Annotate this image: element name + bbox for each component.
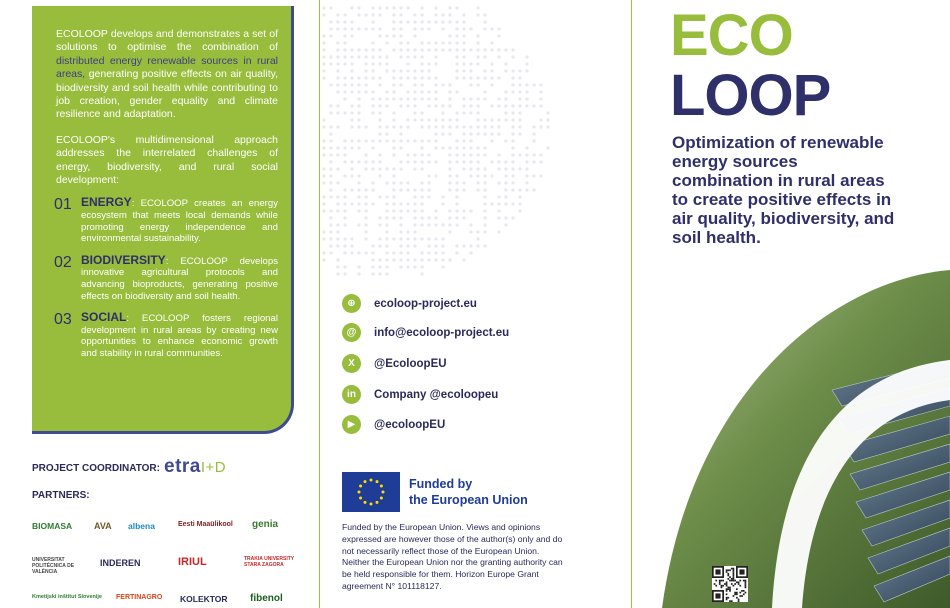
intro-text: ECOLOOP develops and demonstrates a set of solutions to optimise the combination of distributed energy renewable sources in rural areas, generating positive effects on air quality, biodiversity and soil health while contributing to job creation, gender equality and climate resilience and adaptation.	[56, 28, 278, 121]
contact-website[interactable]	[342, 294, 477, 313]
partner-logo-genia: genia	[252, 519, 279, 530]
partner-logo-biomasa: BIOMASA	[32, 521, 73, 531]
contact-text: Company @ecoloopeu	[374, 388, 499, 401]
contact-linkedin[interactable]	[342, 385, 498, 404]
partner-logo-upv: UNIVERSITAT POLITÈCNICA DE VALÈNCIA	[32, 557, 75, 575]
partner-logo-kis: Kmetijski inštitut Slovenije	[32, 594, 102, 600]
x-icon: X	[342, 354, 361, 373]
pillar-energy	[56, 197, 278, 244]
pillar-title: BIODIVERSITY	[81, 252, 166, 267]
etra-logo: etraI+D	[164, 456, 227, 477]
linkedin-icon: in	[342, 385, 361, 404]
pillar-description: : ECOLOOP develops innovative agricultural protocols and advancing bioproducts, generating positive effects on biodiversity and soil health.	[81, 255, 278, 302]
partner-logo-eesti: Eesti Maaülikool	[178, 521, 233, 528]
contact-email[interactable]	[342, 323, 509, 342]
partner-logo-fertinagro: FERTINAGRO	[116, 594, 163, 601]
partner-logo-albena: albena	[128, 521, 155, 531]
intro-highlight: distributed energy renewable sources in rural areas,	[56, 54, 278, 81]
partners-label: PARTNERS:	[32, 490, 90, 501]
partner-logo-ava: AVA	[94, 521, 112, 531]
funded-line2: the European Union	[409, 493, 528, 507]
pillar-number: 03	[54, 311, 72, 329]
pillar-social	[56, 312, 278, 359]
globe-icon: ⊕	[342, 294, 361, 313]
pillar-description: : ECOLOOP creates an energy ecosystem that meets local demands while promoting energy independence and environmental sustainability.	[81, 198, 278, 245]
pillar-number: 01	[54, 196, 72, 214]
partner-logo-trakia: TRAKIA UNIVERSITY STARA ZAGORA	[244, 556, 295, 568]
pillar-description: : ECOLOOP fosters regional development in rural areas by creating new opportunities to enhance economic growth and stability in rural communities.	[81, 313, 278, 359]
partner-logo-kolektor: KOLEKTOR	[180, 594, 228, 604]
solar-field-image	[632, 270, 950, 608]
youtube-icon: ▶	[342, 415, 361, 434]
contact-text: @ecoloopEU	[374, 418, 446, 431]
intro-box	[32, 6, 294, 434]
contact-text: @EcoloopEU	[374, 357, 447, 370]
partner-logo-inderen: INDEREN	[100, 558, 141, 568]
right-panel	[632, 0, 950, 608]
pillar-title: ENERGY	[81, 195, 132, 210]
eu-flag-icon	[342, 472, 400, 512]
ecoloop-logo: ECO LOOP	[670, 3, 831, 128]
contact-x[interactable]	[342, 354, 447, 373]
qr-code-icon[interactable]	[712, 566, 748, 602]
pillar-title: SOCIAL	[81, 310, 127, 325]
contact-text: ecoloop-project.eu	[374, 297, 477, 310]
europe-dot-map	[320, 0, 630, 280]
email-icon: @	[342, 323, 361, 342]
contact-text: info@ecoloop-project.eu	[374, 326, 510, 339]
coordinator-label: PROJECT COORDINATOR:	[32, 463, 160, 474]
partner-logo-iriul: IRIUL	[178, 556, 207, 568]
pillar-biodiversity	[54, 252, 278, 302]
funded-line1: Funded by	[409, 477, 473, 491]
funded-by-eu	[409, 476, 528, 508]
pillar-number: 02	[54, 253, 72, 271]
funding-disclaimer: Funded by the European Union. Views and opinions expressed are however those of the author(s) only and do not necessarily reflect those of the European Union. Neither the European Union nor the granting authority can be held responsible for them. Horizon Europe Grant agreement N° 101118127.	[342, 522, 563, 591]
partner-logo-fibenol: fibenol	[250, 593, 283, 604]
left-panel	[0, 0, 318, 608]
tagline: Optimization of renewable energy sources combination in rural areas to create positive effects in air quality, biodiversity, and soil health.	[672, 133, 895, 247]
contact-youtube[interactable]	[342, 415, 445, 434]
intro-approach-text: ECOLOOP's multidimensional approach addresses the interrelated challenges of energy, biodiversity, and rural social development:	[56, 133, 278, 187]
middle-panel	[320, 0, 630, 608]
